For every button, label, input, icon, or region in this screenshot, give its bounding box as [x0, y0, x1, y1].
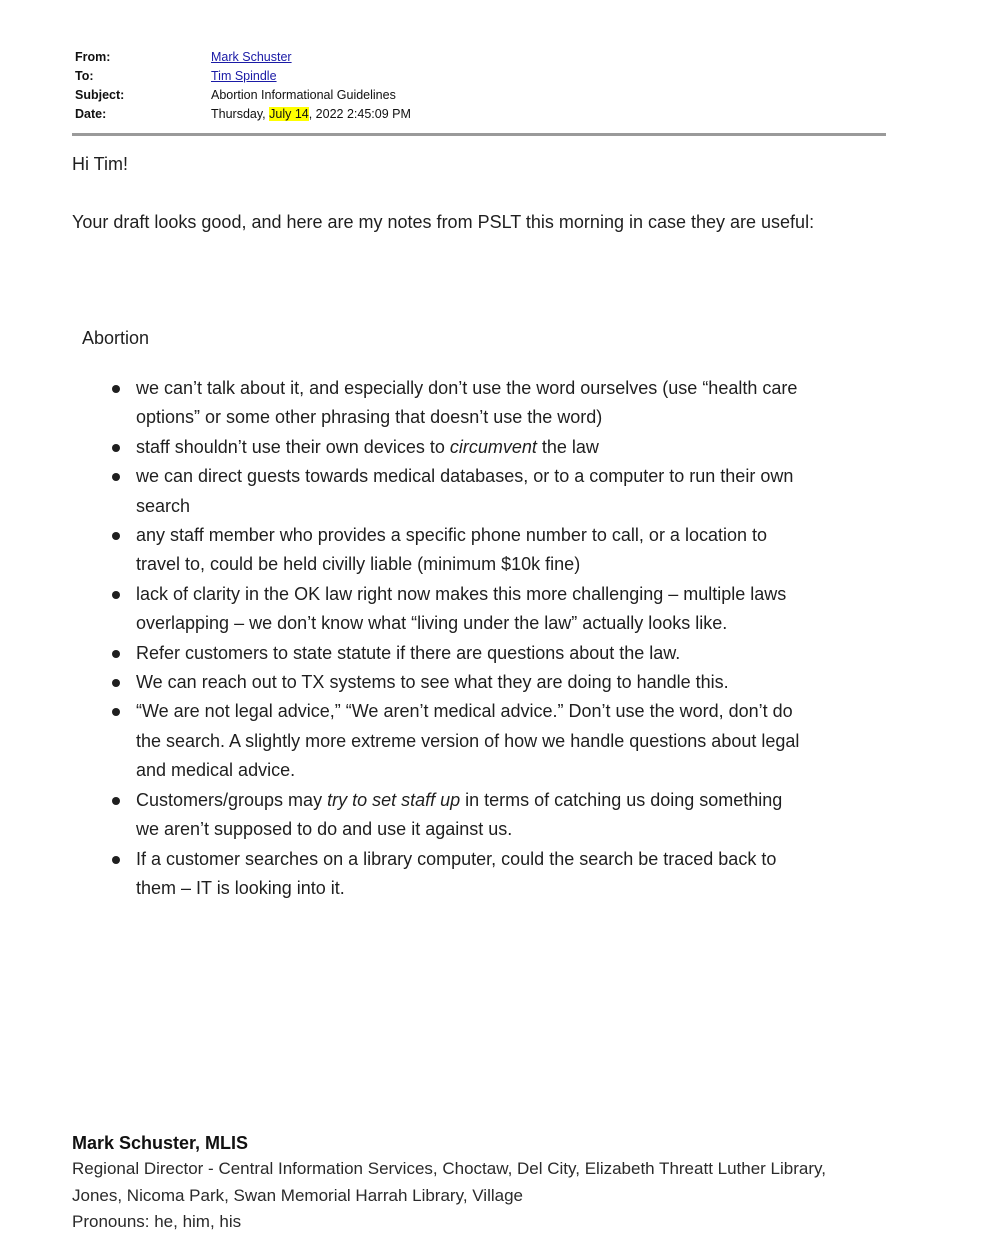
bullet-icon [112, 679, 120, 687]
bullet-icon [112, 797, 120, 805]
from-link[interactable]: Mark Schuster [211, 50, 292, 64]
subject-row [75, 86, 886, 105]
list-item [110, 668, 810, 697]
date-prefix: Thursday, [211, 107, 270, 121]
date-highlight: July 14 [269, 107, 309, 121]
list-item [110, 639, 810, 668]
to-row [75, 67, 886, 86]
list-item-text: we can direct guests towards medical databases, or to a computer to run their own search [136, 466, 794, 516]
date-value [211, 105, 411, 124]
list-item-text: in terms of catching us doing something we aren’t supposed to do and use it against us. [136, 789, 783, 840]
list-item [110, 433, 810, 462]
bullet-icon [112, 473, 120, 481]
from-row [75, 48, 886, 67]
list-item [110, 462, 810, 521]
bullet-icon [112, 444, 120, 452]
list-item-text: staff shouldn’t use their own devices to [136, 436, 450, 457]
date-label: Date: [75, 107, 107, 121]
to-link[interactable]: Tim Spindle [211, 69, 277, 83]
to-label: To: [75, 69, 94, 83]
date-row [75, 105, 886, 124]
list-item-text: we can’t talk about it, and especially don’t use the word ourselves (use “health care options” or some other phrasing that doesn’t use the word) [136, 378, 798, 428]
list-item-text: any staff member who provides a specific phone number to call, or a location to travel to, could be held civilly liable (minimum $10k fine) [136, 525, 768, 575]
notes-list [110, 374, 810, 903]
list-item [110, 521, 810, 580]
header-divider [72, 133, 886, 136]
bullet-icon [112, 385, 120, 393]
email-signature [72, 1130, 932, 1236]
signature-title-line-1: Regional Director - Central Information Services, Choctaw, Del City, Elizabeth Threatt Luther Library, [72, 1159, 826, 1178]
list-item [110, 374, 810, 433]
list-item-text: Refer customers to state statute if there are questions about the law. [136, 642, 681, 663]
subject-value: Abortion Informational Guidelines [211, 88, 396, 102]
list-item-italic: try to set staff up [327, 789, 461, 810]
signature-pronouns: Pronouns: he, him, his [72, 1212, 242, 1231]
list-item-text: “We are not legal advice,” “We aren’t medical advice.” Don’t use the word, don’t do the search. A slightly more extreme version of how we handle questions about legal and medical advice. [136, 701, 800, 781]
list-item-text: the law [536, 436, 599, 457]
list-item-text: We can reach out to TX systems to see what they are doing to handle this. [136, 672, 729, 693]
list-item-text: Customers/groups may [136, 789, 328, 810]
section-heading: Abortion [82, 328, 150, 348]
bullet-icon [112, 650, 120, 658]
bullet-icon [112, 856, 120, 864]
greeting: Hi Tim! [72, 154, 128, 174]
email-header [75, 48, 886, 124]
list-item-italic: circumvent [449, 436, 537, 457]
list-item [110, 580, 810, 639]
list-item-text: If a customer searches on a library computer, could the search be traced back to them – IT is looking into it. [136, 848, 777, 898]
list-item [110, 697, 810, 785]
intro-paragraph: Your draft looks good, and here are my notes from PSLT this morning in case they are useful: [72, 212, 815, 232]
date-suffix: , 2022 2:45:09 PM [308, 107, 411, 121]
list-item [110, 786, 810, 845]
signature-name: Mark Schuster, MLIS [72, 1133, 249, 1153]
list-item-text: lack of clarity in the OK law right now makes this more challenging – multiple laws overlapping – we don’t know what “living under the law” actually looks like. [136, 583, 787, 634]
bullet-icon [112, 532, 120, 540]
bullet-icon [112, 591, 120, 599]
subject-label: Subject: [75, 88, 125, 102]
list-item [110, 845, 810, 904]
bullet-icon [112, 708, 120, 716]
from-label: From: [75, 50, 111, 64]
signature-title-line-2: Jones, Nicoma Park, Swan Memorial Harrah Library, Village [72, 1185, 523, 1205]
